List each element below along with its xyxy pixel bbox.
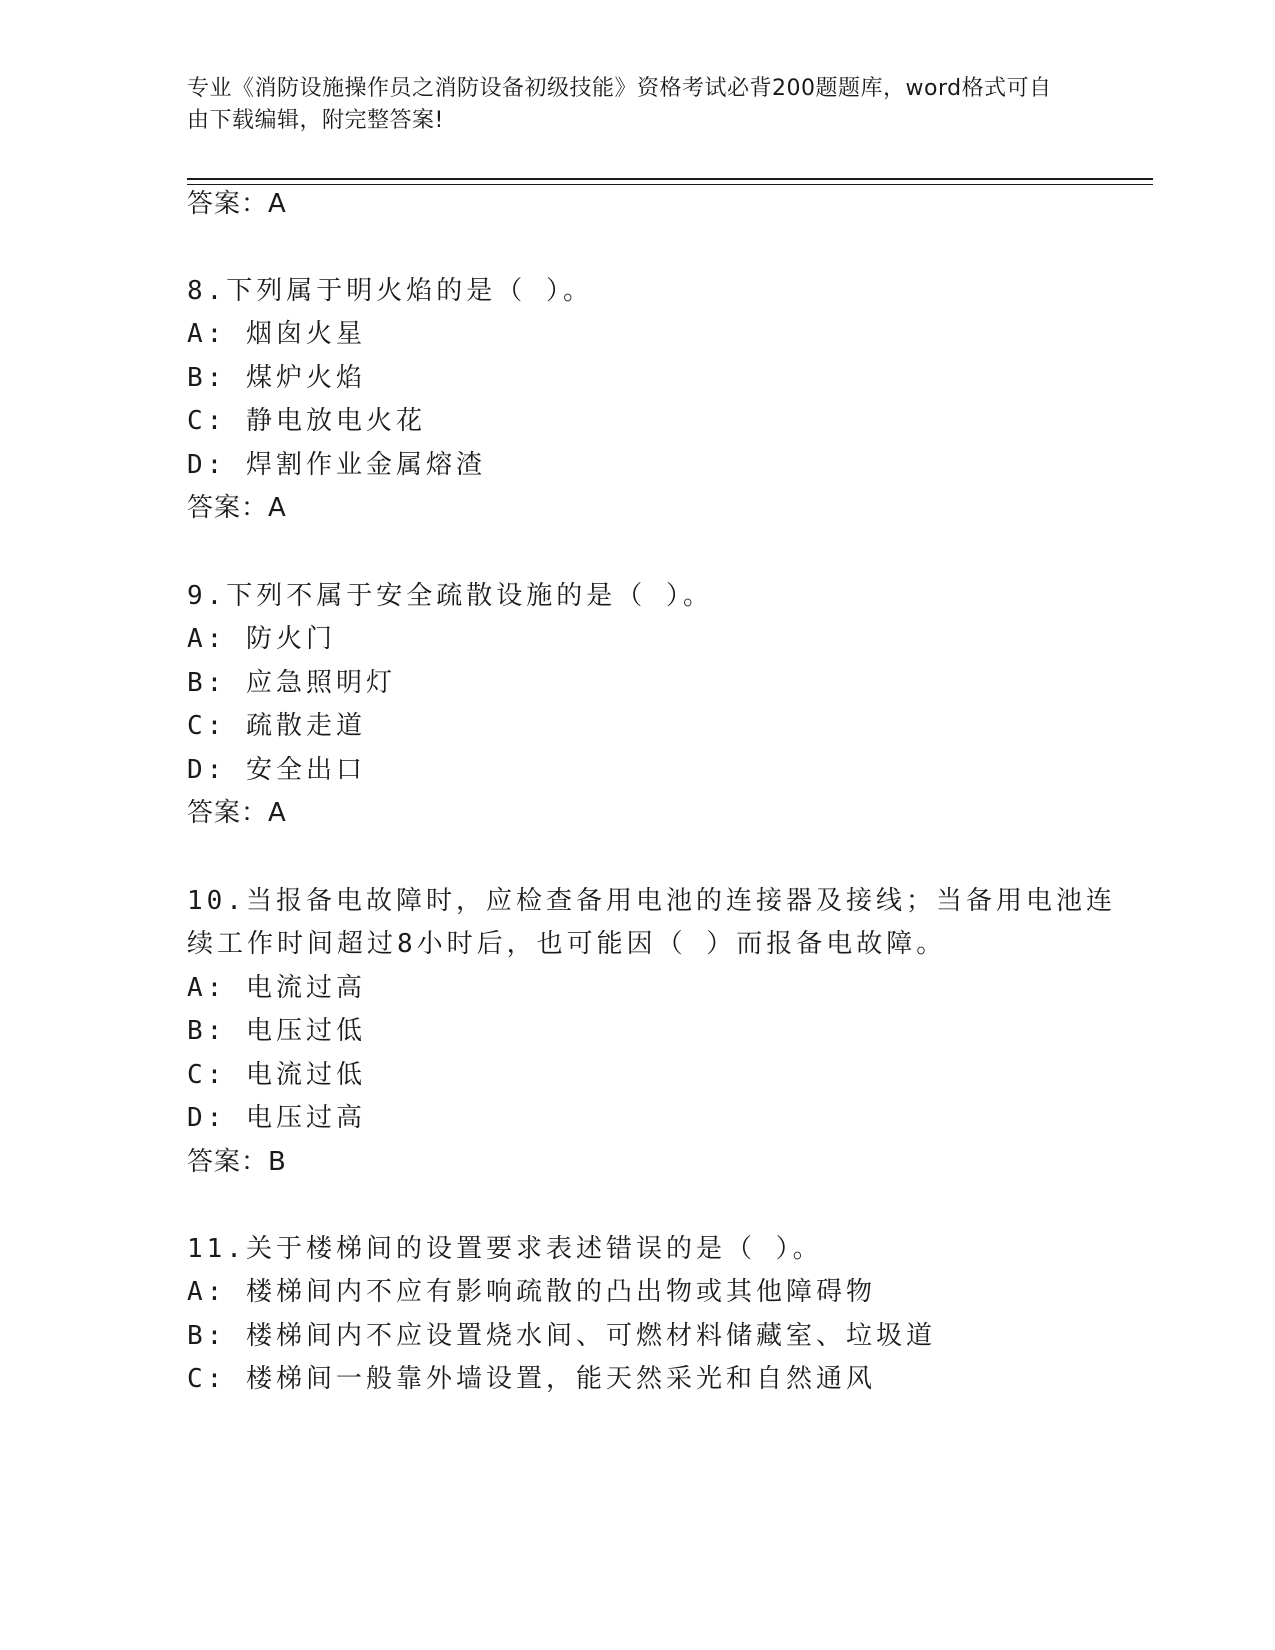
question-stem: 11.关于楼梯间的设置要求表述错误的是（ ）。	[187, 1234, 823, 1264]
answer-line: 答案：B	[187, 1147, 287, 1177]
option-b: B: 楼梯间内不应设置烧水间、可燃材料储藏室、垃圾道	[187, 1321, 936, 1351]
option-d: D: 电压过高	[187, 1103, 366, 1133]
option-a: A: 防火门	[187, 624, 336, 654]
header-divider	[187, 178, 1153, 185]
option-c: C: 疏散走道	[187, 711, 366, 741]
option-b: B: 煤炉火焰	[187, 363, 366, 393]
question-stem: 9.下列不属于安全疏散设施的是（ ）。	[187, 581, 713, 611]
option-a: A: 电流过高	[187, 973, 366, 1003]
answer-line: 答案：A	[187, 189, 287, 219]
question-stem-continued: 续工作时间超过8小时后，也可能因（ ）而报备电故障。	[187, 929, 947, 959]
option-b: B: 应急照明灯	[187, 668, 396, 698]
option-a: A: 烟囱火星	[187, 319, 366, 349]
answer-line: 答案：A	[187, 798, 287, 828]
question-stem: 10.当报备电故障时，应检查备用电池的连接器及接线；当备用电池连	[187, 886, 1116, 916]
answer-line: 答案：A	[187, 493, 287, 523]
option-c: C: 楼梯间一般靠外墙设置，能天然采光和自然通风	[187, 1364, 876, 1394]
option-d: D: 安全出口	[187, 755, 366, 785]
option-b: B: 电压过低	[187, 1016, 366, 1046]
document-intro: 专业《消防设施操作员之消防设备初级技能》资格考试必背200题题库，word格式可自由下载编辑，附完整答案!	[187, 76, 1052, 133]
option-a: A: 楼梯间内不应有影响疏散的凸出物或其他障碍物	[187, 1277, 876, 1307]
option-c: C: 电流过低	[187, 1060, 366, 1090]
option-c: C: 静电放电火花	[187, 406, 426, 436]
option-d: D: 焊割作业金属熔渣	[187, 450, 486, 480]
question-stem: 8.下列属于明火焰的是（ ）。	[187, 276, 593, 306]
